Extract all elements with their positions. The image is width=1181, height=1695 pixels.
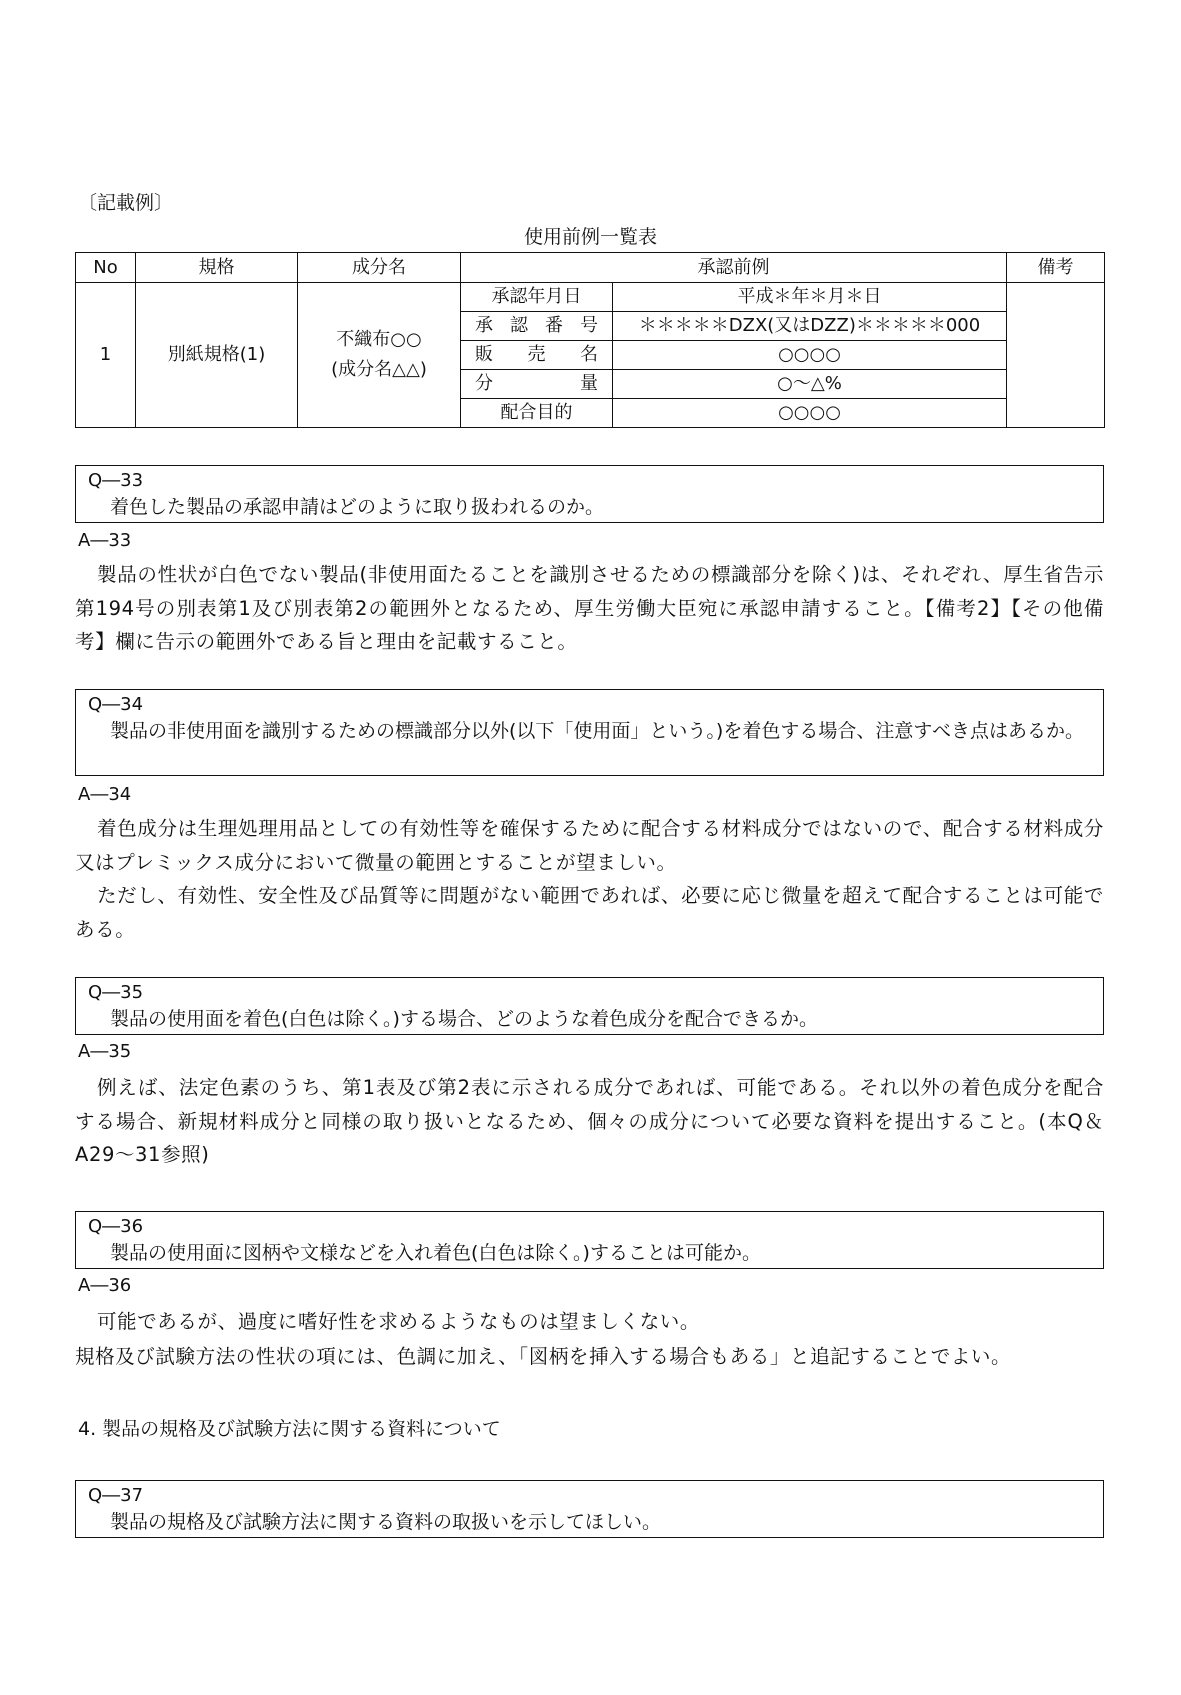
answer-paragraph: 製品の性状が白色でない製品(非使用面たることを識別させるための標識部分を除く)は、それぞれ、厚生省告示第194号の別表第1及び別表第2の範囲外となるため、厚生労働大臣宛に承認申請すること。【備考2】【その他備考】欄に告示の範囲外である旨と理由を記載すること。 — [75, 563, 1104, 653]
cell-remarks — [1007, 283, 1105, 428]
question-text: 製品の使用面を着色(白色は除く。)する場合、どのような着色成分を配合できるか。 — [110, 1008, 818, 1030]
question-id: Q―37 — [88, 1485, 144, 1506]
detail-label: 分 量 — [461, 370, 613, 399]
cell-ingredient — [298, 283, 461, 428]
header-standard: 規格 — [136, 253, 298, 283]
question-id: Q―36 — [88, 1216, 144, 1237]
example-label: 〔記載例〕 — [78, 192, 174, 214]
detail-value: ○○○○ — [613, 399, 1007, 428]
cell-standard: 別紙規格(1) — [136, 283, 298, 428]
table-title: 使用前例一覧表 — [523, 226, 657, 248]
answer-id: A―34 — [78, 784, 132, 805]
detail-label: 承認年月日 — [461, 283, 613, 312]
question-id: Q―34 — [88, 694, 144, 715]
question-text: 製品の規格及び試験方法に関する資料の取扱いを示してほしい。 — [110, 1511, 662, 1533]
cell-no: 1 — [76, 283, 136, 428]
header-no: No — [76, 253, 136, 283]
ingredient-line2: (成分名△△) — [331, 359, 427, 380]
question-text: 製品の非使用面を識別するための標識部分以外(以下「使用面」という。)を着色する場合、注意すべき点はあるか。 — [110, 720, 1084, 742]
detail-value: ○○○○ — [613, 341, 1007, 370]
table-row — [76, 283, 1105, 312]
precedent-table — [75, 252, 1105, 428]
answer-id: A―33 — [78, 530, 132, 551]
question-text: 着色した製品の承認申請はどのように取り扱われるのか。 — [110, 496, 605, 518]
question-box-36 — [75, 1211, 1104, 1269]
answer-paragraph: 規格及び試験方法の性状の項には、色調に加え、「図柄を挿入する場合もある」と追記することでよい。 — [75, 1345, 1012, 1368]
detail-label: 配合目的 — [461, 399, 613, 428]
answer-paragraph: 可能であるが、過度に嗜好性を求めるようなものは望ましくない。 — [97, 1310, 701, 1333]
header-approval-precedent: 承認前例 — [461, 253, 1007, 283]
answer-paragraph: ただし、有効性、安全性及び品質等に問題がない範囲であれば、必要に応じ微量を超えて配合することは可能である。 — [75, 884, 1104, 941]
detail-value: ＊＊＊＊＊DZX(又はDZZ)＊＊＊＊＊000 — [613, 312, 1007, 341]
question-box-33 — [75, 465, 1104, 523]
ingredient-line1: 不織布○○ — [336, 329, 422, 350]
answer-paragraph: 例えば、法定色素のうち、第1表及び第2表に示される成分であれば、可能である。それ以外の着色成分を配合する場合、新規材料成分と同様の取り扱いとなるため、個々の成分について必要な資料を提出すること。(本Q＆A29～31参照) — [75, 1076, 1104, 1166]
answer-id: A―35 — [78, 1041, 132, 1062]
answer-paragraph: 着色成分は生理処理用品としての有効性等を確保するために配合する材料成分ではないので、配合する材料成分又はプレミックス成分において微量の範囲とすることが望ましい。 — [75, 817, 1104, 874]
question-id: Q―35 — [88, 982, 144, 1003]
header-remarks: 備考 — [1007, 253, 1105, 283]
question-box-35 — [75, 977, 1104, 1035]
detail-value: 平成＊年＊月＊日 — [613, 283, 1007, 312]
question-box-34 — [75, 689, 1104, 776]
question-id: Q―33 — [88, 470, 144, 491]
detail-label: 承 認 番 号 — [461, 312, 613, 341]
detail-label: 販 売 名 — [461, 341, 613, 370]
table-header-row — [76, 253, 1105, 283]
header-ingredient: 成分名 — [298, 253, 461, 283]
section-heading: 4. 製品の規格及び試験方法に関する資料について — [78, 1418, 501, 1440]
question-text: 製品の使用面に図柄や文様などを入れ着色(白色は除く。)することは可能か。 — [110, 1242, 761, 1264]
question-box-37 — [75, 1480, 1104, 1538]
answer-id: A―36 — [78, 1275, 132, 1296]
detail-value: ○～△% — [613, 370, 1007, 399]
